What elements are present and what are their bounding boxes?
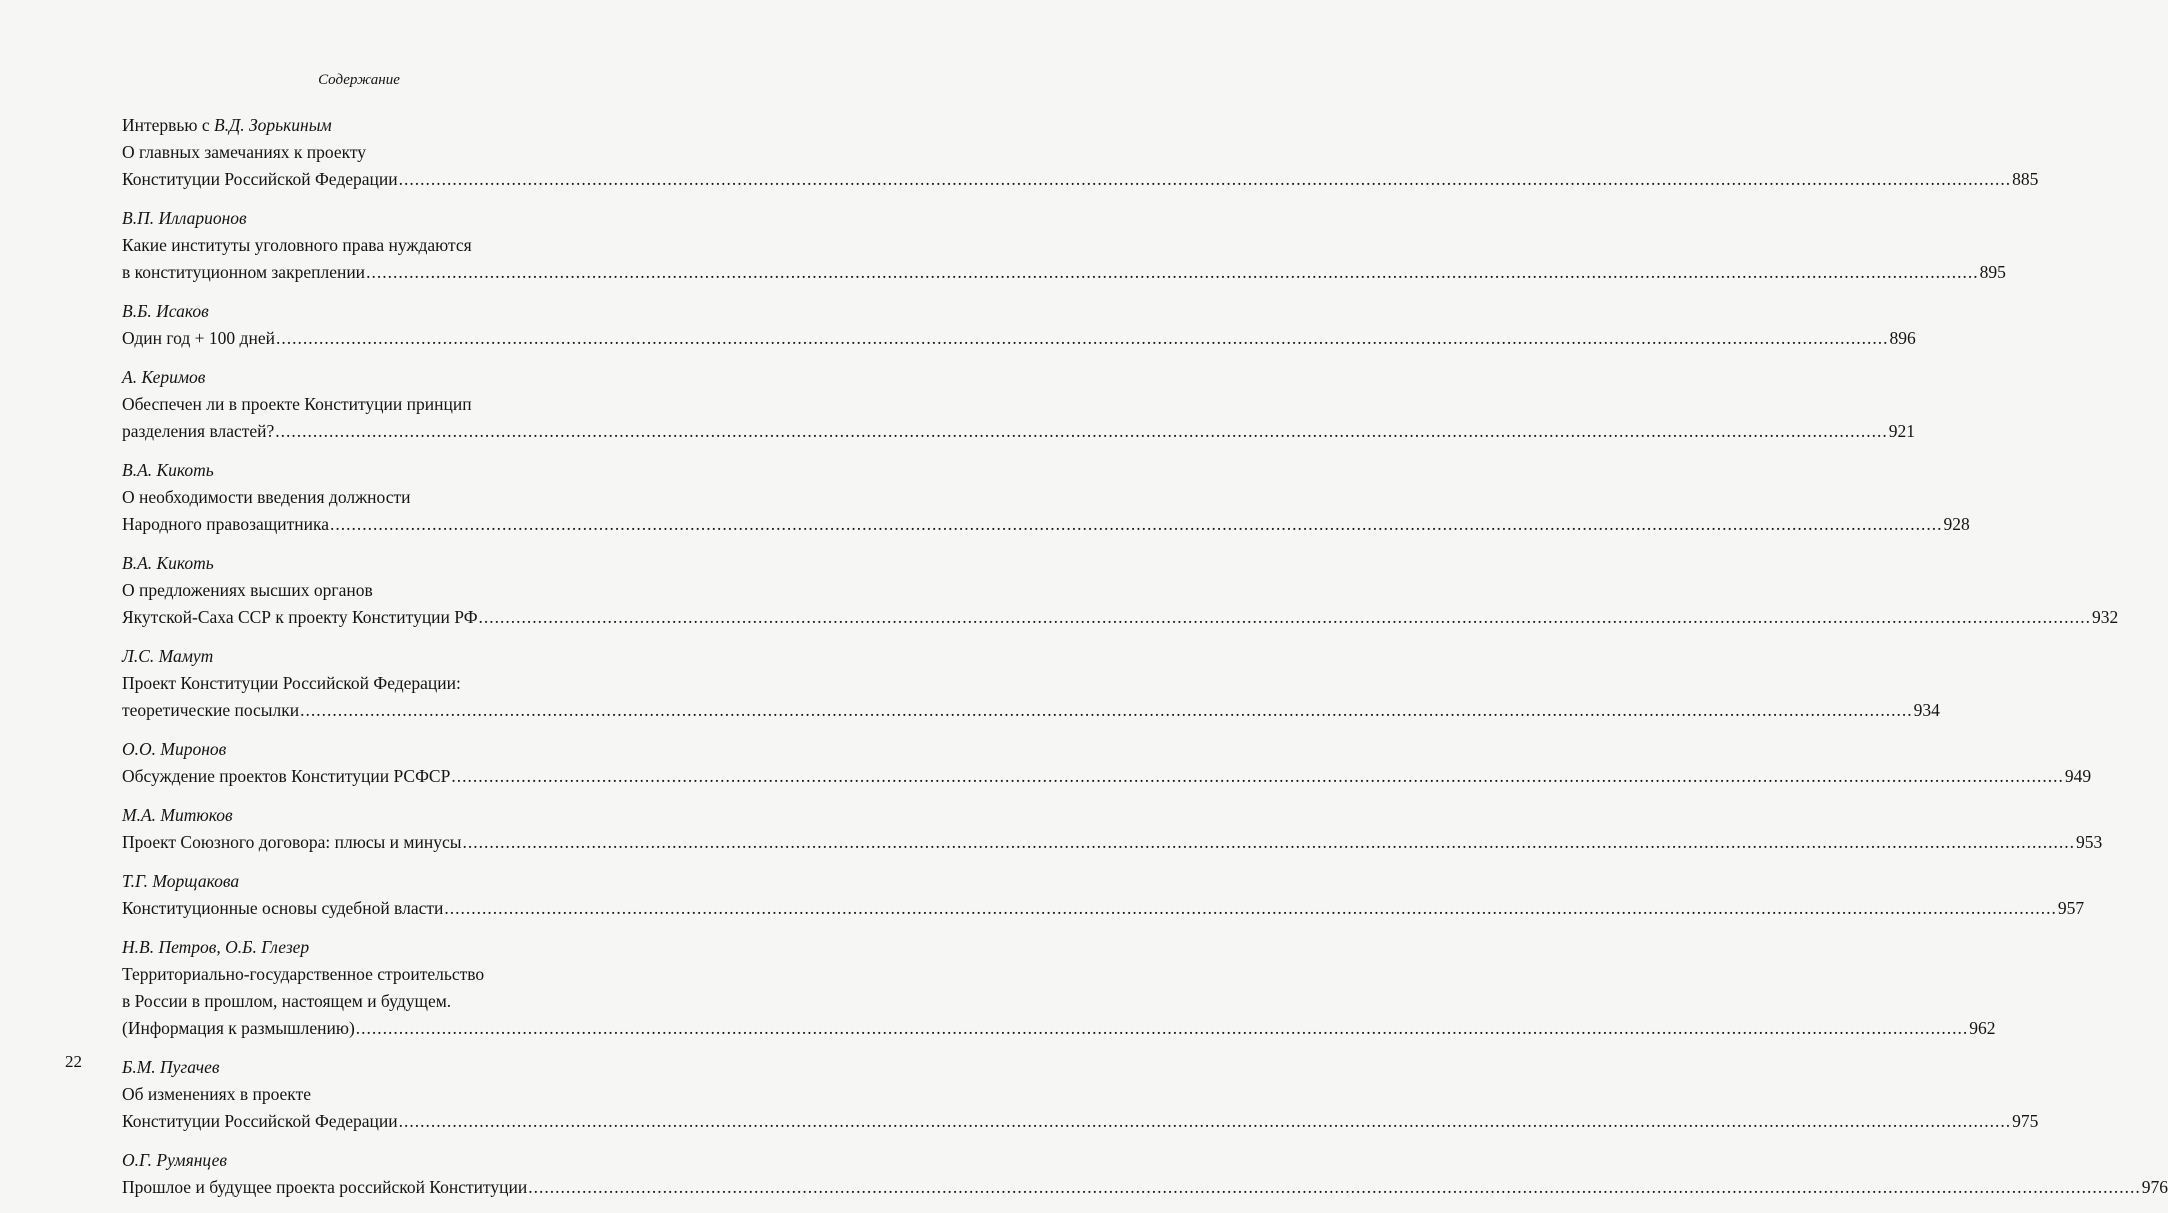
toc-leader-dots: ............................................................................................................................................................................................................................................................................................................ [366, 262, 1979, 282]
toc-page-number: 895 [1979, 262, 2006, 282]
toc-title-line [122, 604, 2119, 631]
toc-title-line [122, 166, 2039, 193]
toc-title-text: О главных замечаниях к проекту [122, 142, 367, 162]
toc-author: Л.С. Мамут [122, 646, 214, 666]
toc-interview-line [122, 112, 686, 139]
toc-title-text: Народного правозащитника [122, 514, 329, 534]
toc-page-number: 928 [1943, 514, 1970, 534]
toc-title-line [122, 895, 2085, 922]
toc-entry [122, 457, 1970, 538]
toc-title-text: Якутской-Саха ССР к проекту Конституции РФ [122, 607, 478, 627]
toc-page-number: 976 [2141, 1177, 2168, 1197]
toc-entry [122, 205, 2006, 286]
toc-leader-dots: ............................................................................................................................................................................................................................................................................................................ [355, 1018, 1969, 1038]
toc-leader-dots: ............................................................................................................................................................................................................................................................................................................ [478, 607, 2092, 627]
toc-author: В.А. Кикоть [122, 460, 214, 480]
toc-title-text: в России в прошлом, настоящем и будущем. [122, 991, 452, 1011]
toc-author: М.А. Митюков [122, 805, 233, 825]
toc-leader-dots: ............................................................................................................................................................................................................................................................................................................ [451, 766, 2064, 786]
toc-page-number: 953 [2076, 832, 2103, 852]
toc-entry [122, 868, 2085, 922]
table-of-contents [122, 112, 2168, 1213]
toc-title-line [122, 829, 2103, 856]
toc-title-text: Конституционные основы судебной власти [122, 898, 444, 918]
toc-title-text: в конституционном закреплении [122, 262, 366, 282]
toc-author: О.О. Миронов [122, 739, 227, 759]
toc-title-text: Прошлое и будущее проекта российской Конституции [122, 1177, 528, 1197]
toc-title-text: (Информация к размышлению) [122, 1018, 355, 1038]
toc-page-number: 896 [1889, 328, 1916, 348]
toc-title-line [122, 1174, 2168, 1201]
toc-page-number: 885 [2012, 169, 2039, 189]
toc-entry [122, 736, 2092, 790]
toc-title-text: Об изменениях в проекте [122, 1084, 311, 1104]
toc-page-number: 949 [2064, 766, 2092, 786]
toc-title-text: Территориально-государственное строительство [122, 964, 485, 984]
toc-author: Н.В. Петров, О.Б. Глезер [122, 937, 310, 957]
toc-page-number: 957 [2057, 898, 2085, 918]
toc-leader-dots: ............................................................................................................................................................................................................................................................................................................ [398, 1111, 2012, 1131]
toc-leader-dots: ............................................................................................................................................................................................................................................................................................................ [300, 700, 1913, 720]
toc-leader-dots: ............................................................................................................................................................................................................................................................................................................ [528, 1177, 2141, 1197]
toc-author: В.Д. Зорькиным [214, 115, 332, 135]
toc-title-text: Обсуждение проектов Конституции РСФСР [122, 766, 451, 786]
toc-entry [122, 1147, 2168, 1201]
toc-title-text: теоретические посылки [122, 700, 300, 720]
toc-title-text: Обеспечен ли в проекте Конституции принцип [122, 394, 472, 414]
toc-title-text: Проект Конституции Российской Федерации: [122, 673, 461, 693]
page-number: 22 [65, 1052, 82, 1071]
toc-author: В.П. Илларионов [122, 208, 247, 228]
toc-title-text: Проект Союзного договора: плюсы и минусы [122, 832, 462, 852]
toc-title-text: О необходимости введения должности [122, 487, 411, 507]
toc-title-text: Конституции Российской Федерации [122, 1111, 398, 1131]
toc-title-line [122, 325, 1916, 352]
toc-page-number: 934 [1913, 700, 1940, 720]
toc-title-text: Какие институты уголовного права нуждаются [122, 235, 472, 255]
toc-leader-dots: ............................................................................................................................................................................................................................................................................................................ [329, 514, 1943, 534]
toc-author: В.Б. Исаков [122, 301, 209, 321]
toc-author: В.А. Кикоть [122, 553, 214, 573]
toc-entry [122, 364, 1916, 445]
toc-title-line [122, 259, 2006, 286]
toc-entry [122, 298, 1916, 352]
toc-entry [122, 112, 2039, 193]
toc-title-line [122, 418, 1916, 445]
toc-title-line [122, 1015, 1996, 1042]
toc-page-number: 962 [1969, 1018, 1996, 1038]
toc-author: Б.М. Пугачев [122, 1057, 220, 1077]
running-header: Содержание [318, 72, 400, 88]
toc-title-line [122, 763, 2092, 790]
toc-leader-dots: ............................................................................................................................................................................................................................................................................................................ [462, 832, 2075, 852]
toc-entry [122, 1054, 2039, 1135]
toc-leader-dots: ............................................................................................................................................................................................................................................................................................................ [444, 898, 2057, 918]
toc-title-text: разделения властей? [122, 421, 275, 441]
toc-author: А. Керимов [122, 367, 206, 387]
toc-entry [122, 550, 2119, 631]
toc-author: Т.Г. Морщакова [122, 871, 240, 891]
toc-entry [122, 643, 1940, 724]
toc-title-line [122, 511, 1970, 538]
toc-title-line [122, 697, 1940, 724]
toc-leader-dots: ............................................................................................................................................................................................................................................................................................................ [275, 421, 1888, 441]
toc-leader-dots: ............................................................................................................................................................................................................................................................................................................ [398, 169, 2012, 189]
toc-page-number: 975 [2012, 1111, 2039, 1131]
toc-title-text: Конституции Российской Федерации [122, 169, 398, 189]
toc-entry [122, 934, 1996, 1042]
toc-title-text: О предложениях высших органов [122, 580, 373, 600]
toc-page-number: 932 [2092, 607, 2119, 627]
toc-leader-dots: ............................................................................................................................................................................................................................................................................................................ [275, 328, 1889, 348]
toc-title-line [122, 1108, 2039, 1135]
toc-author: О.Г. Румянцев [122, 1150, 227, 1170]
toc-entry [122, 802, 2103, 856]
toc-title-text: Один год + 100 дней [122, 328, 275, 348]
toc-page-number: 921 [1888, 421, 1916, 441]
toc-interview-prefix: Интервью с [122, 115, 215, 135]
